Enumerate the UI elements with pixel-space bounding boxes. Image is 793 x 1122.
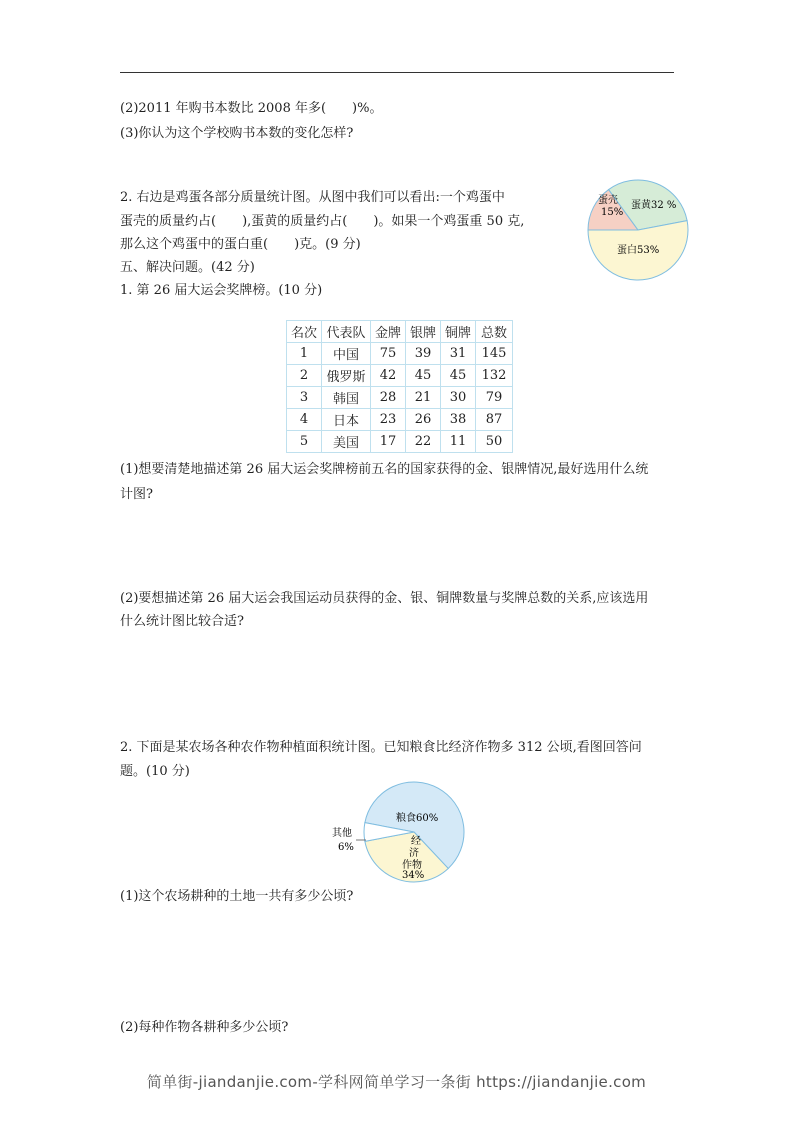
cell-bronze: 30 bbox=[441, 387, 476, 409]
top-rule bbox=[120, 72, 674, 73]
header-silver: 银牌 bbox=[406, 321, 441, 343]
question-3-line: (3)你认为这个学校购书本数的变化怎样? bbox=[120, 126, 354, 141]
farm-label-econ-1: 经 bbox=[411, 836, 421, 847]
table-header-row bbox=[287, 321, 513, 343]
farm-label-econ-2: 济 bbox=[409, 848, 419, 859]
farm-question-line-2: 题。(10 分) bbox=[120, 764, 190, 779]
table-row bbox=[287, 431, 513, 453]
cell-rank: 4 bbox=[287, 409, 322, 431]
cell-total: 50 bbox=[476, 431, 513, 453]
cell-rank: 5 bbox=[287, 431, 322, 453]
farm-subquestion-1: (1)这个农场耕种的土地一共有多少公顷? bbox=[120, 889, 354, 904]
question-1-title: 1. 第 26 届大运会奖牌榜。(10 分) bbox=[120, 283, 323, 298]
cell-bronze: 11 bbox=[441, 431, 476, 453]
cell-gold: 42 bbox=[371, 365, 406, 387]
section-5-heading: 五、解决问题。(42 分) bbox=[120, 260, 255, 275]
cell-silver: 26 bbox=[406, 409, 441, 431]
cell-gold: 17 bbox=[371, 431, 406, 453]
cell-bronze: 45 bbox=[441, 365, 476, 387]
egg-question-line-3: 那么这个鸡蛋中的蛋白重( )克。(9 分) bbox=[120, 237, 361, 252]
question-2-line: (2)2011 年购书本数比 2008 年多( )%。 bbox=[120, 101, 383, 116]
cell-total: 145 bbox=[476, 343, 513, 365]
cell-gold: 28 bbox=[371, 387, 406, 409]
table-row bbox=[287, 387, 513, 409]
medal-table bbox=[286, 320, 513, 453]
table-row bbox=[287, 409, 513, 431]
header-team: 代表队 bbox=[322, 321, 371, 343]
cell-rank: 3 bbox=[287, 387, 322, 409]
farm-label-other-2: 6% bbox=[338, 842, 354, 853]
cell-bronze: 31 bbox=[441, 343, 476, 365]
cell-team: 日本 bbox=[322, 409, 371, 431]
header-rank: 名次 bbox=[287, 321, 322, 343]
cell-total: 79 bbox=[476, 387, 513, 409]
cell-silver: 22 bbox=[406, 431, 441, 453]
subquestion-2-line-1: (2)要想描述第 26 届大运会我国运动员获得的金、银、铜牌数量与奖牌总数的关系,应该选用 bbox=[120, 591, 649, 606]
farm-label-econ-3: 作物 bbox=[402, 860, 422, 871]
cell-team: 俄罗斯 bbox=[322, 365, 371, 387]
cell-rank: 2 bbox=[287, 365, 322, 387]
farm-pie-chart bbox=[326, 780, 472, 884]
egg-pie-chart bbox=[585, 178, 691, 282]
table-row bbox=[287, 365, 513, 387]
farm-label-other-1: 其他 bbox=[332, 828, 352, 839]
egg-question-line-2: 蛋壳的质量约占( ),蛋黄的质量约占( )。如果一个鸡蛋重 50 克, bbox=[120, 214, 525, 229]
egg-question-line-1: 2. 右边是鸡蛋各部分质量统计图。从图中我们可以看出:一个鸡蛋中 bbox=[120, 190, 505, 205]
cell-bronze: 38 bbox=[441, 409, 476, 431]
farm-label-econ-4: 34% bbox=[402, 870, 425, 881]
cell-gold: 23 bbox=[371, 409, 406, 431]
egg-label-white: 蛋白53% bbox=[617, 245, 660, 256]
cell-team: 美国 bbox=[322, 431, 371, 453]
cell-total: 87 bbox=[476, 409, 513, 431]
cell-rank: 1 bbox=[287, 343, 322, 365]
footer-watermark: 简单街-jiandanjie.com-学科网简单学习一条街 https://jiandanjie.com bbox=[146, 1073, 647, 1091]
header-bronze: 铜牌 bbox=[441, 321, 476, 343]
cell-gold: 75 bbox=[371, 343, 406, 365]
header-gold: 金牌 bbox=[371, 321, 406, 343]
cell-team: 中国 bbox=[322, 343, 371, 365]
cell-silver: 45 bbox=[406, 365, 441, 387]
cell-silver: 21 bbox=[406, 387, 441, 409]
egg-label-shell-2: 15% bbox=[601, 207, 624, 218]
subquestion-2-line-2: 什么统计图比较合适? bbox=[120, 614, 244, 629]
subquestion-1-line-1: (1)想要清楚地描述第 26 届大运会奖牌榜前五名的国家获得的金、银牌情况,最好选用什么统 bbox=[120, 462, 649, 477]
farm-subquestion-2: (2)每种作物各耕种多少公顷? bbox=[120, 1020, 289, 1035]
cell-silver: 39 bbox=[406, 343, 441, 365]
cell-total: 132 bbox=[476, 365, 513, 387]
subquestion-1-line-2: 计图? bbox=[120, 487, 153, 502]
header-total: 总数 bbox=[476, 321, 513, 343]
table-row bbox=[287, 343, 513, 365]
egg-label-yolk: 蛋黄32 % bbox=[631, 200, 677, 211]
farm-question-line-1: 2. 下面是某农场各种农作物种植面积统计图。已知粮食比经济作物多 312 公顷,看图回答问 bbox=[120, 740, 642, 755]
egg-label-shell-1: 蛋壳 bbox=[598, 195, 618, 206]
farm-label-grain: 粮食60% bbox=[396, 813, 439, 824]
cell-team: 韩国 bbox=[322, 387, 371, 409]
